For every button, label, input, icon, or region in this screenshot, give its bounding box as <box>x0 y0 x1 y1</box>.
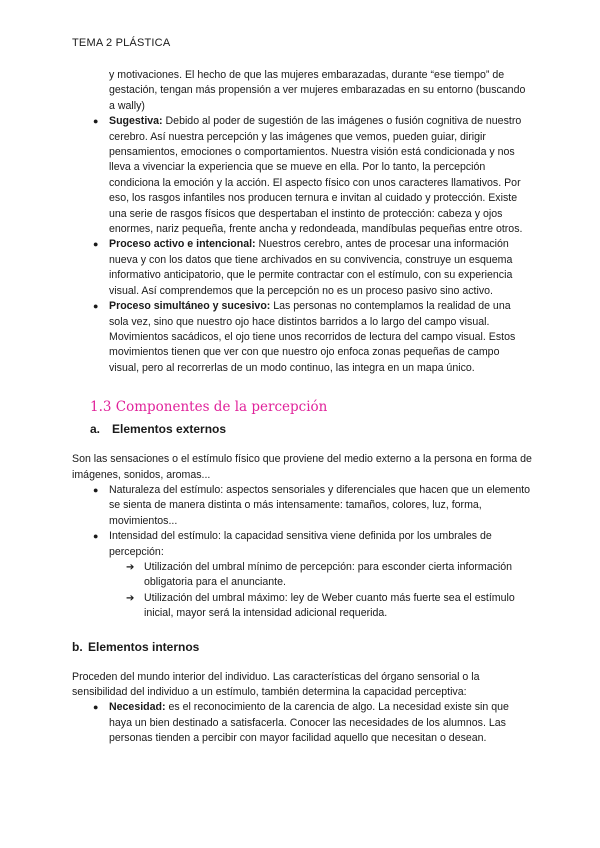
list-item-umbral-minimo <box>72 560 532 591</box>
text-sugestiva: Debido al poder de sugestión de las imágenes o fusión cognitiva de nuestro cerebro. Así nuestra percepción y las imágenes que vemos, pueden guiar, dirigir pensamientos, emociones o comportamientos. Nuestra visión está condicionada y nos lleva a vivenciar la experiencia que se mueve en ella. Por lo tanto, la percepción condiciona la emoción y la acción. El aspecto físico con unos caracteres llamativos. Por eso, los rasgos infantiles nos producen ternura e invitan al cuidado y protección. Existe una serie de rasgos físicos que despertaban el instinto de protección: cabeza y ojos enormes, nariz pequeña, frente ancha y redondeada, mandíbulas pequeñas entre otros. <box>109 115 523 236</box>
list-item-sugestiva <box>72 114 532 237</box>
intro-externos: Son las sensaciones o el estímulo físico que proviene del medio externo a la persona en forma de imágenes, sonidos, aromas... <box>72 453 532 481</box>
bullet-icon: ● <box>93 531 99 542</box>
subheading-label: Elementos internos <box>88 639 200 654</box>
arrow-right-icon: ➔ <box>126 592 135 604</box>
text-umbral-maximo: Utilización del umbral máximo: ley de Weber cuanto más fuerte sea el estímulo inicial, mayor será la intensidad adicional requerida. <box>144 591 515 620</box>
bullet-icon: ● <box>93 484 99 495</box>
perception-characteristics-list <box>72 114 532 376</box>
text-umbral-minimo: Utilización del umbral mínimo de percepción: para esconder cierta información obligatoria para el anunciante. <box>144 560 513 589</box>
threshold-list <box>72 560 532 622</box>
text-proceso-simultaneo: Las personas no contemplamos la realidad de una sola vez, sino que nuestro ojo hace distintos barridos a lo largo del campo visual. Movimientos sacádicos, el ojo tiene unos recorridos de lectura del campo visual. Estos movimientos tienen que ver con que nuestro ojo enfoca zonas pequeñas de campo visual, pero al recorrerlas de un modo continuo, las integra en un mapa único. <box>109 300 516 374</box>
bullet-icon: ● <box>93 702 99 713</box>
continuation-paragraph: y motivaciones. El hecho de que las mujeres embarazadas, durante “ese tiempo” de gestación, tengan más propensión a ver mujeres embarazadas en su entorno (buscando a wally) <box>109 69 526 112</box>
list-item-umbral-maximo <box>72 591 532 622</box>
text-proceso-activo: Nuestros cerebro, antes de procesar una información nueva y con los datos que tiene archivados en su convivencia, construye un esquema informativo anticipatorio, que le permite contractar con el estímulo, con su experiencia visual. Así comprendemos que la percepción no es un proceso pasivo sino activo. <box>109 238 513 297</box>
term-necesidad: Necesidad: <box>109 701 166 714</box>
term-sugestiva: Sugestiva: <box>109 115 163 128</box>
subheading-letter: a. <box>90 422 101 437</box>
arrow-right-icon: ➔ <box>126 561 135 573</box>
subheading-elementos-externos <box>90 420 532 438</box>
bullet-icon: ● <box>93 301 99 312</box>
document-body <box>72 68 532 747</box>
bullet-icon: ● <box>93 239 99 250</box>
intro-internos: Proceden del mundo interior del individuo. Las características del órgano sensorial o la sensibilidad del individuo a un estímulo, también determina la capacidad perceptiva: <box>72 670 480 698</box>
external-elements-list <box>72 483 532 560</box>
list-item-naturaleza <box>72 483 532 529</box>
subheading-elementos-internos <box>72 638 532 656</box>
text-necesidad: es el reconocimiento de la carencia de algo. La necesidad existe sin que haya un bien destinado a satisfacerla. Conocer las necesidades de los alumnos. Las personas tienden a percibir con mayor facilidad aquello que necesitan o desean. <box>109 701 509 745</box>
term-proceso-simultaneo: Proceso simultáneo y sucesivo: <box>109 300 271 313</box>
text-naturaleza: Naturaleza del estímulo: aspectos sensoriales y diferenciales que hacen que un elemento se sienta de manera distinta o más intensamente: tamaños, colores, luz, forma, movimientos... <box>109 483 531 527</box>
list-item-proceso-activo <box>72 237 532 299</box>
text-intensidad: Intensidad del estímulo: la capacidad sensitiva viene definida por los umbrales de percepción: <box>109 530 492 558</box>
subheading-label: Elementos externos <box>112 422 227 437</box>
internal-elements-list <box>72 700 532 746</box>
page-header: TEMA 2 PLÁSTICA <box>72 37 171 49</box>
list-item-intensidad <box>72 529 532 560</box>
bullet-icon: ● <box>93 116 99 127</box>
section-title: 1.3 Componentes de la percepción <box>90 399 328 416</box>
term-proceso-activo: Proceso activo e intencional: <box>109 238 256 251</box>
subheading-letter: b. <box>72 639 83 654</box>
list-item-necesidad <box>72 700 532 746</box>
list-item-proceso-simultaneo <box>72 299 532 376</box>
